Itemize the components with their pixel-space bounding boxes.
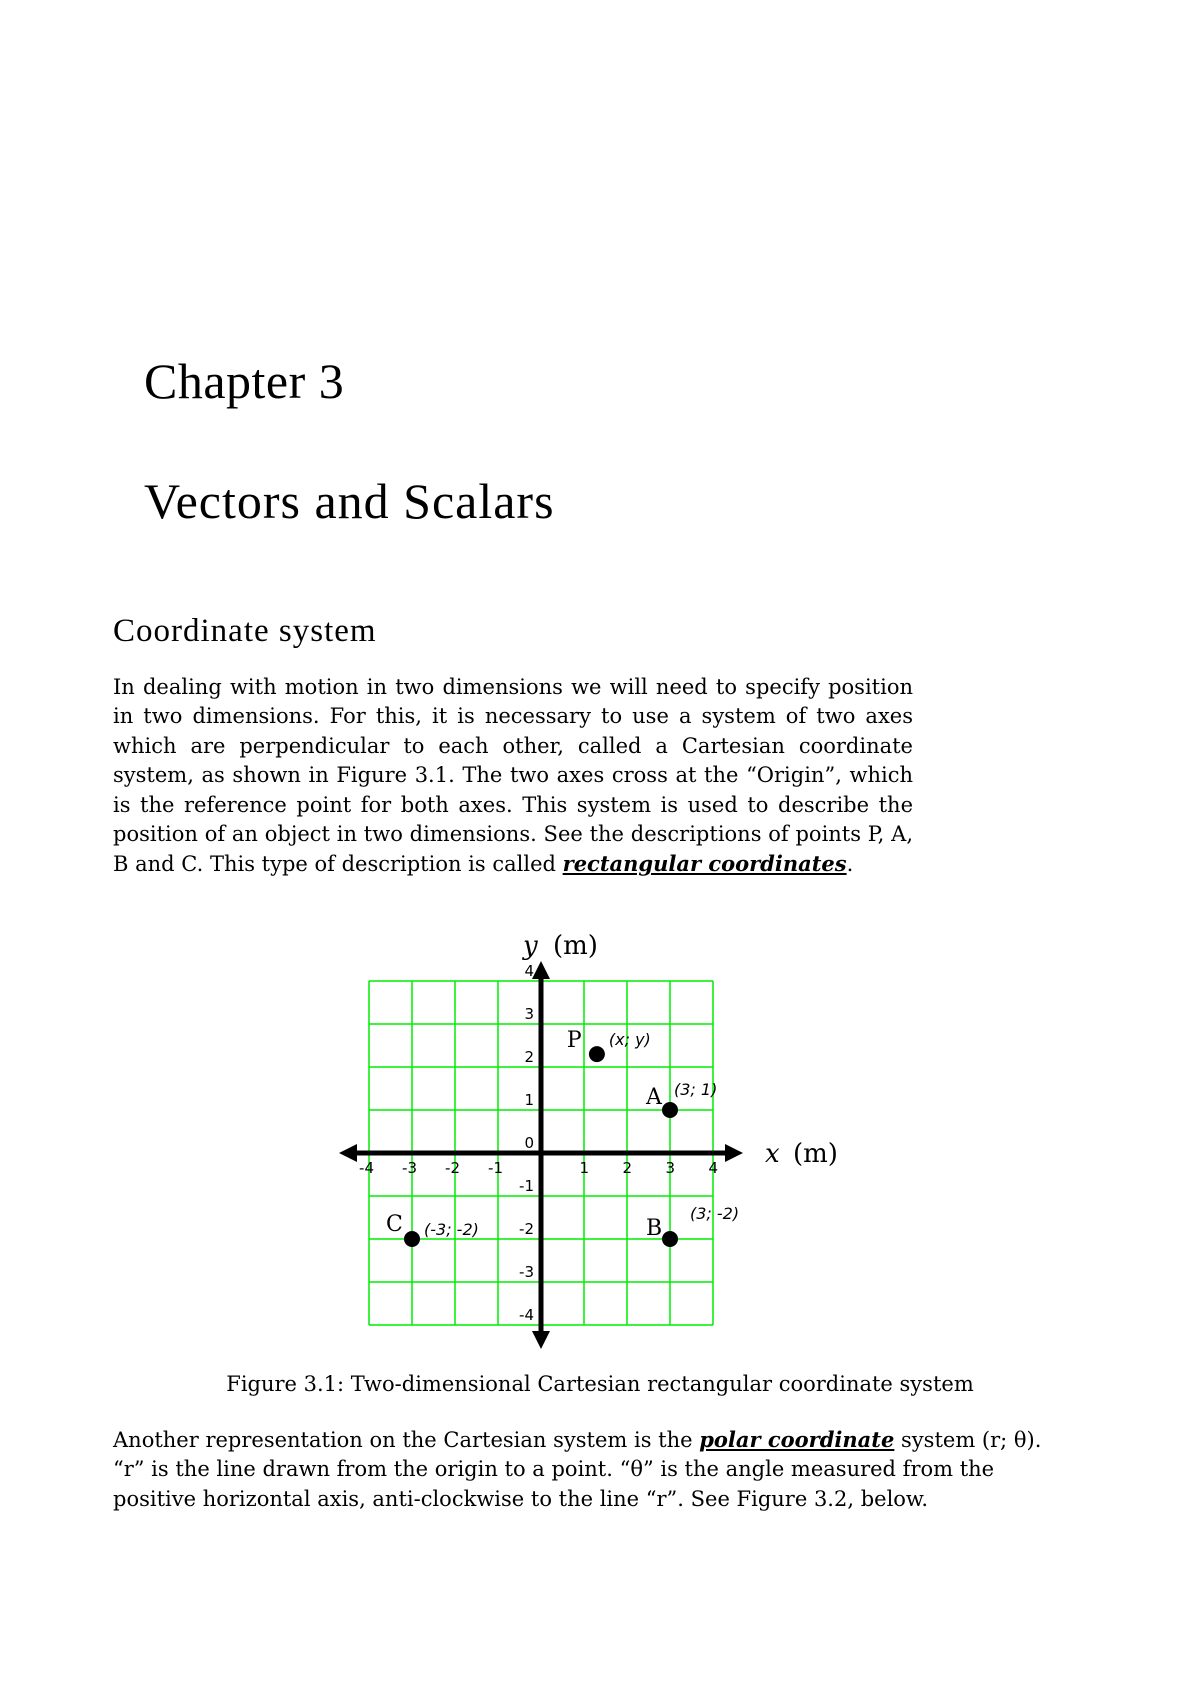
point-a-marker (662, 1102, 678, 1118)
point-a-name: A (646, 1085, 662, 1110)
figure-caption: Figure 3.1: Two-dimensional Cartesian rectangular coordinate system (226, 1372, 974, 1396)
term-polar-coordinate: polar coordinate (699, 1427, 895, 1452)
intro-text-end: . (846, 852, 854, 877)
section-title: Coordinate system (113, 613, 377, 649)
point-b-name: B (646, 1216, 663, 1241)
y-tick-label: 3 (524, 1005, 534, 1023)
x-tick-label: -2 (445, 1159, 460, 1177)
x-tick-label: -1 (488, 1159, 503, 1177)
point-c-coord-label: (-3; -2) (424, 1220, 479, 1239)
y-tick-label: 2 (524, 1048, 534, 1066)
y-tick-label: 0 (524, 1134, 534, 1152)
intro-paragraph (113, 673, 913, 880)
x-axis-arrow-right-icon (725, 1144, 743, 1162)
point-c-name: C (386, 1212, 403, 1237)
x-tick-label: 3 (665, 1159, 675, 1177)
y-axis-variable: y (523, 931, 538, 961)
point-a-coord-label: (3; 1) (674, 1080, 718, 1099)
x-tick-label: 2 (622, 1159, 632, 1177)
y-tick-label: -2 (519, 1220, 534, 1238)
x-axis-arrow-left-icon (339, 1144, 357, 1162)
y-tick-label: -4 (519, 1306, 534, 1324)
x-tick-label: 4 (708, 1159, 718, 1177)
y-axis-arrow-up-icon (532, 961, 550, 979)
point-c-marker (404, 1231, 420, 1247)
intro-text: In dealing with motion in two dimensions we will need to specify position in two dimensions. For this, it is necessary to use a system of two axes which are perpendicular to each other, called a Cartesian coordinate system, as shown in Figure 3.1. The two axes cross at the “Origin”, which is the reference point for both axes. This system is used to describe the position of an object in two dimensions. See the descriptions of points P, A, B and C. This type of description is called (113, 675, 913, 877)
y-axis-arrow-down-icon (532, 1331, 550, 1349)
point-p-name: P (566, 1028, 582, 1054)
cartesian-figure (0, 900, 1200, 1370)
x-axis-variable: x (765, 1139, 780, 1169)
point-b-marker (662, 1231, 678, 1247)
x-tick-label: -4 (359, 1159, 374, 1177)
axes (339, 961, 743, 1349)
y-tick-label: -1 (519, 1177, 534, 1195)
x-tick-label: -3 (402, 1159, 417, 1177)
point-p-coord-label: (x; y) (608, 1030, 651, 1050)
point-b-coord-label: (3; -2) (690, 1204, 740, 1223)
term-rectangular-coordinates: rectangular coordinates (562, 851, 847, 877)
chapter-number: Chapter 3 (144, 353, 345, 409)
point-p-marker (589, 1046, 605, 1062)
chapter-title: Vectors and Scalars (144, 473, 555, 529)
y-tick-label: 4 (524, 962, 534, 980)
polar-paragraph (113, 1425, 1073, 1514)
data-points (386, 1028, 739, 1247)
y-tick-label: -3 (519, 1263, 534, 1281)
y-axis-unit: (m) (553, 931, 598, 961)
y-tick-label: 1 (524, 1091, 534, 1109)
polar-text-end: system (r; θ). “r” is the line drawn from the origin to a point. “θ” is the angle measured from the positive horizontal axis, anti-clockwise to the line “r”. See Figure 3.2, below. (113, 1428, 1042, 1511)
x-tick-label: 1 (579, 1159, 589, 1177)
x-axis-unit: (m) (793, 1139, 838, 1169)
polar-text: Another representation on the Cartesian system is the (113, 1428, 700, 1452)
